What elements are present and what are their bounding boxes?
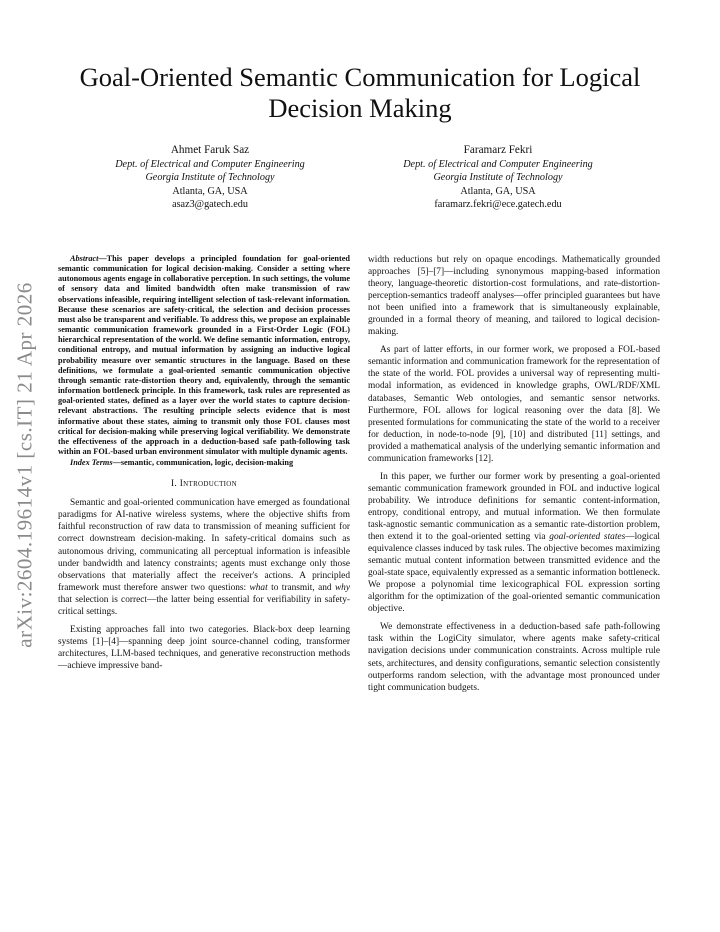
abstract-text: —This paper develops a principled foundation for goal-oriented semantic communication for logical decision-making. Consider a setting where autonomous agents engage in collaborative perception. In such settings, the volume of sensory data and limited bandwidth often make transmission of raw observations infeasible, requiring intelligent selection of task-relevant information. Because these scenarios are safety-critical, the selection and decision processes must also be transparent and verifiable. To address this, we propose an explainable semantic communication framework grounded in a First-Order Logic (FOL) hierarchical representation of the world. We define semantic information, entropy, conditional entropy, and mutual information by assigning an inductive logical probability measure over semantic structures in the language. Based on these definitions, we formulate a goal-oriented semantic communication objective through semantic rate-distortion theory and, equivalently, through the semantic information bottleneck principle. In this framework, task rules are represented as goal-oriented states, defined as a layer over the world states to capture decision-relevant abstractions. The resulting principle selects evidence that is most informative about these states, aiming to transmit only those FOL clauses most critical for decision-making while preserving logical verifiability. We demonstrate the effectiveness of the approach in a deduction-based safe path-following task within an FOL-based urban environment simulator with multiple dynamic agents.	[58, 254, 350, 456]
intro-paragraph-2: Existing approaches fall into two categories. Black-box deep learning systems [1]–[4]—spanning deep joint source-channel coding, transformer architectures, LLM-based techniques, and generative reconstruction methods—achieve impressive band-	[58, 624, 350, 671]
section-number: I.	[170, 479, 178, 490]
index-terms-text: —semantic, communication, logic, decision-making	[112, 458, 294, 468]
author-block-1	[75, 144, 345, 211]
author-department: Dept. of Electrical and Computer Engineering	[115, 159, 305, 171]
author-name: Faramarz Fekri	[463, 144, 533, 156]
section-heading	[58, 478, 350, 490]
author-email: faramarz.fekri@ece.gatech.edu	[434, 198, 562, 210]
abstract	[58, 254, 350, 457]
section-title: Introduction	[179, 479, 237, 490]
author-department: Dept. of Electrical and Computer Engineering	[403, 159, 593, 171]
arxiv-identifier-text: arXiv:2604.19614v1 [cs.IT] 21 Apr 2026	[12, 282, 37, 648]
abstract-label: Abstract	[70, 254, 99, 263]
paper-title: Goal-Oriented Semantic Communication for Logical Decision Making	[79, 62, 641, 123]
author-location: Atlanta, GA, USA	[460, 185, 536, 197]
left-column	[58, 254, 350, 672]
index-terms-label: Index Terms	[70, 458, 113, 468]
intro-paragraph-5: We demonstrate effectiveness in a deduction-based safe path-following task within the LogiCity simulator, where agents make safety-critical navigation decisions under communication constraints. Across multiple rule sets, architectures, and density configurations, semantic selection consistently outperforms random selection, with the advantage most pronounced under tight communication budgets.	[368, 622, 660, 693]
author-location: Atlanta, GA, USA	[172, 185, 248, 197]
author-institution: Georgia Institute of Technology	[145, 172, 275, 184]
index-terms	[58, 458, 350, 468]
author-institution: Georgia Institute of Technology	[433, 172, 563, 184]
intro-paragraph-3: As part of latter efforts, in our former work, we proposed a FOL-based semantic information and communication framework for the representation of the state of the world. FOL provides a universal way of representing multi-modal information, as evidenced in knowledge graphs, OWL/RDF/XML databases, Semantic Web ontologies, and semantic sensor networks. Furthermore, FOL allows for logical reasoning over the data [8]. We presented formulations for communicating the state of the world to a receiver for deduction, in node-to-node [9], [10] and distributed [11] settings, and provided a mathematical analysis of the underlying semantic information and communication frameworks [12].	[368, 345, 660, 464]
intro-paragraph-2-continued: width reductions but rely on opaque encodings. Mathematically grounded approaches [5]–[7]—including synonymous mapping-based information theory, language-theoretic distortion-cost formulations, and rate-distortion-perception-semantics tradeoff analyses—offer principled guarantees but have not been unified into a framework that is simultaneously explainable, grounded in a formal theory of meaning, and tailored to logical decision-making.	[368, 255, 660, 338]
author-email: asaz3@gatech.edu	[172, 198, 248, 210]
right-column	[368, 254, 660, 694]
author-block-2	[363, 144, 633, 211]
author-name: Ahmet Faruk Saz	[170, 144, 250, 156]
intro-paragraph-4: In this paper, we further our former work by presenting a goal-oriented semantic communication framework grounded in FOL and inductive logical probability. We introduce definitions for semantic content-information, entropy, conditional entropy, and mutual information. We then formulate task-agnostic semantic communication as a semantic rate-distortion problem, then extend it to the goal-oriented setting via goal-oriented states—logical equivalence classes induced by task rules. The objective becomes maximizing semantic mutual content information between transmitted evidence and the goal-state space, equivalently expressed as a semantic information bottleneck. We propose a polynomial time lexicographical FOL expression sorting algorithm for the optimization of the goal-oriented semantic communication objective.	[368, 471, 660, 615]
arxiv-identifier	[8, 265, 42, 665]
intro-paragraph-1: Semantic and goal-oriented communication have emerged as foundational paradigms for AI-native wireless systems, where the objective shifts from faithful reconstruction of raw data to transmission of meaning sufficient for correct downstream decision-making. In safety-critical domains such as autonomous driving, communicating all perceptual information is infeasible under bandwidth and latency constraints; agents must exchange only those observations that materially affect the receiver's actions. A principled framework must therefore answer two questions: what to transmit, and why that selection is correct—the latter being essential for verifiability in safety-critical settings.	[58, 498, 351, 617]
